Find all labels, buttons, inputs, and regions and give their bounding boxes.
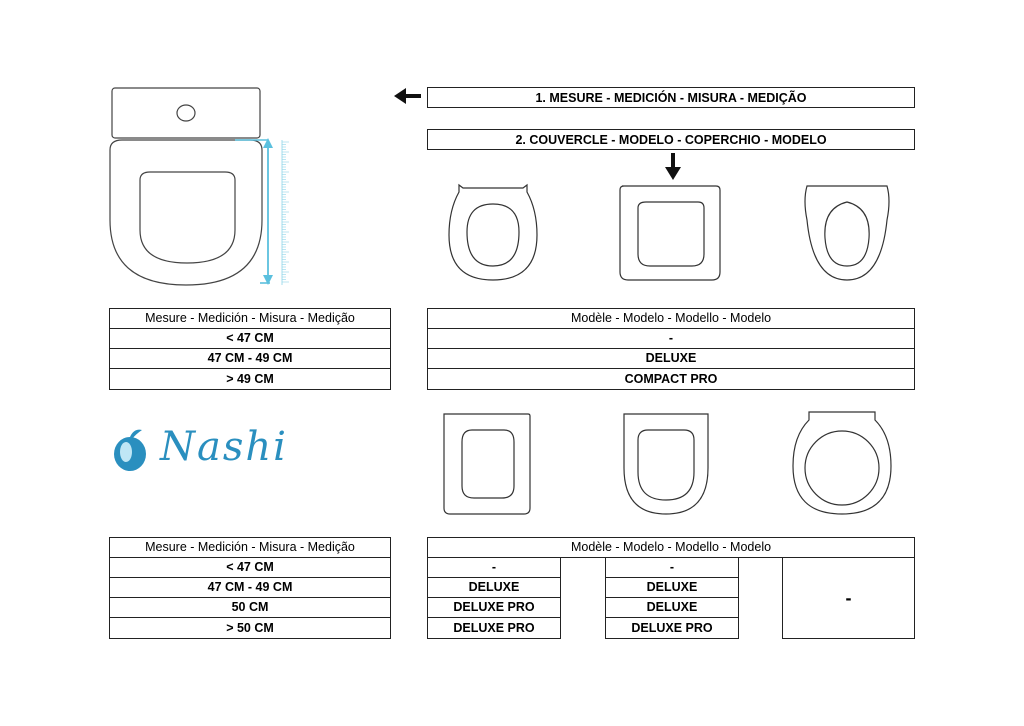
step2-label: 2. COUVERCLE - MODELO - COPERCHIO - MODELO: [515, 132, 827, 147]
table2-col1-cell: [427, 597, 561, 618]
table2-left-row-text: < 47 CM: [226, 560, 274, 575]
seat-circle-icon: [787, 408, 897, 518]
table2-col2-cell: [605, 597, 739, 618]
table2-col1-cell: [427, 557, 561, 578]
step1-banner: [427, 87, 915, 108]
table1-left-row: [109, 368, 391, 390]
table2-left-header-text: Mesure - Medición - Misura - Medição: [145, 540, 355, 555]
table2-col2-text: DELUXE: [646, 580, 698, 595]
table2-col2-text: DELUXE: [646, 600, 698, 615]
table2-col2-text: -: [669, 560, 675, 575]
table1-left-row-text: 47 CM - 49 CM: [207, 351, 293, 366]
table1-left-header: [109, 308, 391, 329]
table2-left-row-text: 47 CM - 49 CM: [207, 580, 293, 595]
table2-col1-cell: [427, 577, 561, 598]
seat-d-shape-icon: [618, 408, 718, 518]
table2-col3-text: -: [845, 588, 852, 608]
table2-left-row: [109, 597, 391, 618]
table1-right-row-text: DELUXE: [645, 351, 697, 366]
table1-right-row-text: -: [668, 331, 674, 346]
step2-banner: [427, 129, 915, 150]
table2-right-header: [427, 537, 915, 558]
table2-col1-text: DELUXE PRO: [453, 600, 535, 615]
seat-oval-icon: [797, 180, 897, 285]
left-arrow-icon: [394, 86, 424, 106]
table2-col1-cell: [427, 617, 561, 639]
table2-col1-text: DELUXE PRO: [453, 620, 535, 635]
table2-col1-text: DELUXE: [468, 580, 520, 595]
toilet-measure-illustration: [100, 80, 400, 280]
table2-col3-cell: [782, 557, 915, 639]
seat-rect-icon: [440, 408, 540, 518]
table2-left-row: [109, 577, 391, 598]
table2-col2-cell: [605, 577, 739, 598]
table1-left-row-text: < 47 CM: [226, 331, 274, 346]
table2-col1-text: -: [491, 560, 497, 575]
table1-right-header: [427, 308, 915, 329]
down-arrow-icon: [663, 153, 683, 181]
table2-left-row: [109, 557, 391, 578]
table1-left-header-text: Mesure - Medición - Misura - Medição: [145, 311, 355, 326]
table2-right-header-text: Modèle - Modelo - Modello - Modelo: [570, 540, 772, 555]
seat-round-icon: [445, 180, 545, 285]
table1-right-row: [427, 368, 915, 390]
nashi-logo-text: Nashi: [160, 424, 288, 470]
table1-right-row: [427, 348, 915, 369]
table1-left-row: [109, 328, 391, 349]
table2-col2-text: DELUXE PRO: [631, 620, 713, 635]
table1-right-row: [427, 328, 915, 349]
table1-left-row: [109, 348, 391, 369]
step1-label: 1. MESURE - MEDICIÓN - MISURA - MEDIÇÃO: [535, 90, 807, 105]
table2-left-header: [109, 537, 391, 558]
table1-right-row-text: COMPACT PRO: [624, 371, 718, 386]
seat-square-icon: [616, 180, 726, 285]
table2-col2-cell: [605, 557, 739, 578]
nashi-logo-icon: [108, 426, 154, 476]
table2-left-row-text: > 50 CM: [226, 620, 274, 635]
table2-left-row: [109, 617, 391, 639]
table1-left-row-text: > 49 CM: [226, 371, 274, 386]
table2-col2-cell: [605, 617, 739, 639]
table2-left-row-text: 50 CM: [231, 600, 269, 615]
table1-right-header-text: Modèle - Modelo - Modello - Modelo: [570, 311, 772, 326]
